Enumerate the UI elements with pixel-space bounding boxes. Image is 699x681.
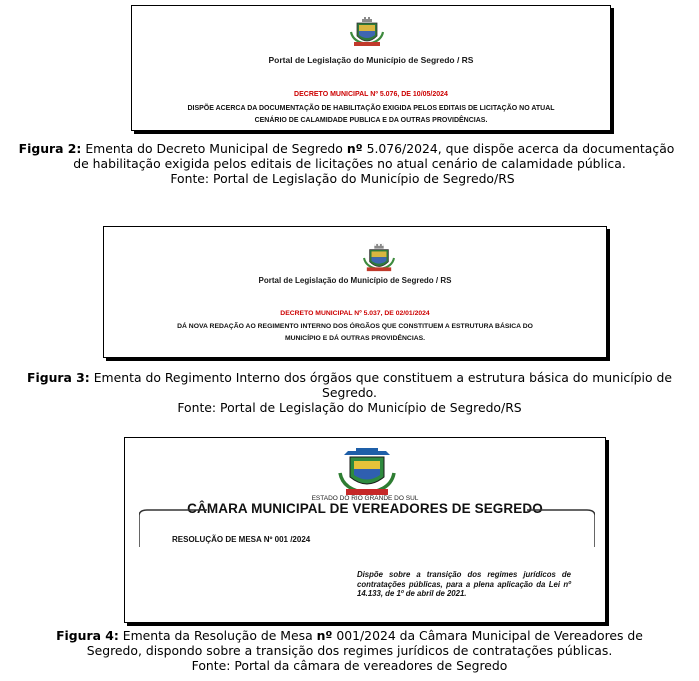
- municipal-crest-icon: [363, 243, 395, 273]
- caption-text: Ementa do Decreto Municipal de Segredo: [81, 141, 347, 156]
- municipal-crest-icon: [350, 16, 384, 48]
- figure-caption-line: Segredo, dispondo sobre a transição dos regimes jurídicos de contratações públicas.: [86, 643, 613, 658]
- decree-frame: [131, 5, 611, 131]
- caption-number-sign: nº: [346, 141, 363, 156]
- caption-label: Figura 3:: [27, 370, 90, 385]
- frame-shadow: [134, 131, 614, 134]
- figure-caption-line: Segredo.: [322, 385, 377, 400]
- decree-title: DECRETO MUNICIPAL Nº 5.076, DE 10/05/2024: [294, 91, 448, 98]
- resolution-summary: Dispõe sobre a transição dos regimes jurídicos de contratações públicas, para a plena aplicação da Lei nº 14.133, de 1º de abril de 2021.: [357, 570, 571, 599]
- state-name: ESTADO DO RIO GRANDE DO SUL: [311, 495, 419, 502]
- decree-frame: [103, 226, 607, 358]
- caption-text: Ementa da Resolução de Mesa: [118, 628, 317, 643]
- frame-shadow: [606, 440, 609, 626]
- portal-title: Portal de Legislação do Município de Segredo / RS: [268, 55, 474, 65]
- figure-caption: [0, 628, 699, 643]
- resolution-title: RESOLUÇÃO DE MESA Nº 001 /2024: [172, 535, 311, 544]
- caption-text: 001/2024 da Câmara Municipal de Vereadores de: [332, 628, 643, 643]
- decree-title: DECRETO MUNICIPAL Nº 5.037, DE 02/01/2024: [280, 310, 430, 317]
- decree-summary-line: DISPÕE ACERCA DA DOCUMENTAÇÃO DE HABILITAÇÃO EXIGIDA PELOS EDITAIS DE LICITAÇÃO NO ATUAL: [187, 105, 555, 112]
- caption-label: Figura 2:: [18, 141, 82, 156]
- caption-text: Ementa do Regimento Interno dos órgãos que constituem a estrutura básica do município de: [89, 370, 672, 385]
- caption-text: 5.076/2024, que dispõe acerca da documentação: [362, 141, 675, 156]
- frame-shadow: [106, 358, 610, 361]
- frame-shadow: [611, 8, 614, 134]
- frame-shadow: [127, 623, 609, 626]
- decree-summary-line: CENÁRIO DE CALAMIDADE PUBLICA E DA OUTRAS PROVIDÊNCIAS.: [254, 117, 488, 124]
- figure-source: Fonte: Portal da câmara de vereadores de Segredo: [191, 658, 508, 673]
- figure-source: Fonte: Portal de Legislação do Município de Segredo/RS: [177, 400, 522, 415]
- frame-shadow: [607, 229, 610, 361]
- camara-title: CÂMARA MUNICIPAL DE VEREADORES DE SEGREDO: [187, 501, 543, 516]
- caption-number-sign: nº: [316, 628, 333, 643]
- figure-caption-line: de habilitação exigida pelos editais de licitações no atual cenário de calamidade pública.: [73, 156, 626, 171]
- figure-source: Fonte: Portal de Legislação do Município de Segredo/RS: [170, 171, 515, 186]
- caption-label: Figura 4:: [56, 628, 119, 643]
- decree-summary-line: DÁ NOVA REDAÇÃO AO REGIMENTO INTERNO DOS ÓRGÃOS QUE CONSTITUEM A ESTRUTURA BÁSICA DO: [177, 323, 533, 330]
- resolution-frame: [124, 437, 606, 623]
- portal-title: Portal de Legislação do Município de Segredo / RS: [258, 276, 452, 285]
- decree-summary-line: MUNICÍPIO E DÁ OUTRAS PROVIDÊNCIAS.: [284, 335, 426, 342]
- figure-caption: [0, 141, 699, 156]
- municipal-crest-icon: [338, 447, 396, 497]
- figure-caption: [0, 370, 699, 385]
